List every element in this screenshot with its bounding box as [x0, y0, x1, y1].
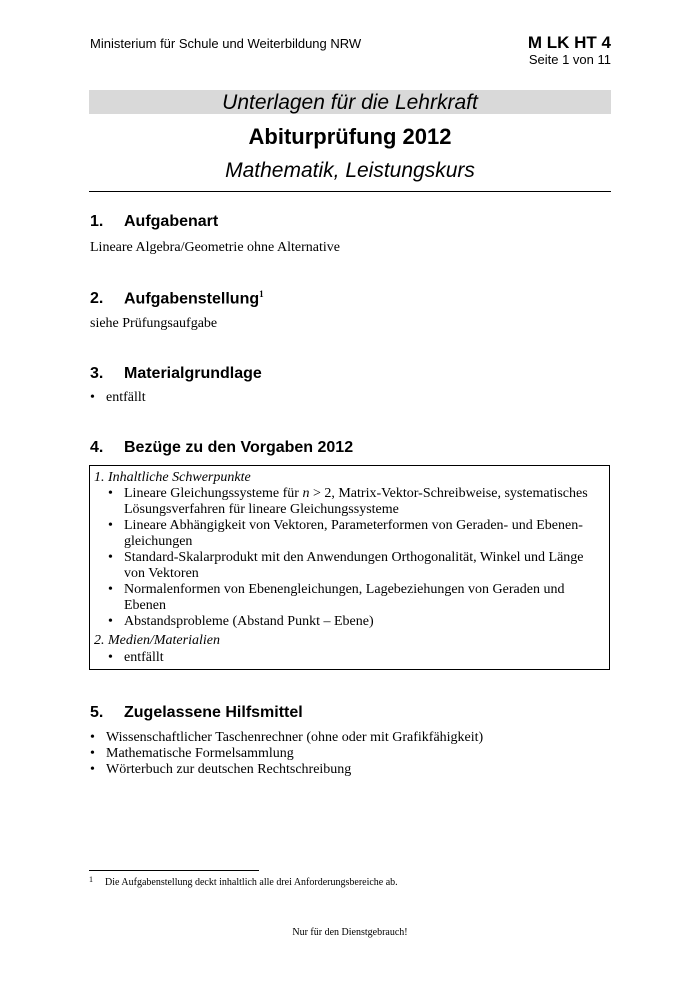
section-4-heading	[90, 439, 353, 457]
section-title: Aufgabenstellung	[124, 290, 260, 308]
section-title: Materialgrundlage	[124, 365, 262, 382]
section-number: 3.	[90, 365, 104, 382]
ministry-name: Ministerium für Schule und Weiterbildung NRW	[90, 36, 362, 51]
list-item: • Standard-Skalarprodukt mit den Anwendungen Orthogonalität, Winkel und Länge von Vektoren	[107, 550, 605, 582]
list-item: • entfällt	[89, 390, 609, 406]
item-text: > 2, Matrix-Vektor-Schreibweise, systematisches Lösungsverfahren für lineare Gleichungssysteme	[124, 486, 588, 517]
list-item: • Normalenformen von Ebenengleichungen, Lagebeziehungen von Geraden und Ebenen	[107, 582, 605, 614]
section-number: 2.	[90, 290, 104, 308]
section-2-text: siehe Prüfungsaufgabe	[90, 316, 218, 331]
section-title: Aufgabenart	[124, 213, 219, 230]
focus-list	[107, 486, 605, 630]
section-number: 5.	[90, 704, 104, 721]
document-title: Abiturprüfung 2012	[248, 124, 452, 149]
list-item: • Lineare Abhängigkeit von Vektoren, Parameterformen von Geraden- und Ebenen-gleichungen	[107, 518, 605, 550]
list-item: • entfällt	[107, 650, 605, 666]
requirements-box	[89, 465, 610, 670]
list-item: • Wissenschaftlicher Taschenrechner (ohne oder mit Grafikfähigkeit)	[89, 730, 609, 746]
exam-code: M LK HT 4	[527, 33, 611, 52]
footnote-text: Die Aufgabenstellung deckt inhaltlich alle drei Anforderungsbereiche ab.	[105, 877, 398, 888]
section-5-heading	[90, 704, 303, 722]
title-divider	[89, 191, 611, 192]
section-3-list	[89, 390, 609, 406]
list-item	[107, 486, 605, 518]
group-heading: 2. Medien/Materialien	[94, 633, 220, 648]
section-1-heading	[90, 213, 218, 231]
list-item: • Abstandsprobleme (Abstand Punkt – Ebene)	[107, 614, 605, 630]
section-number: 4.	[90, 439, 104, 456]
footnote	[89, 877, 398, 888]
section-number: 1.	[90, 213, 104, 230]
list-item: • Mathematische Formelsammlung	[89, 746, 609, 762]
footnote-number: 1	[89, 875, 93, 884]
variable-n: n	[302, 486, 310, 501]
footer-note: Nur für den Dienstgebrauch!	[292, 927, 408, 938]
section-1-text: Lineare Algebra/Geometrie ohne Alternative	[90, 240, 340, 255]
list-item: • Wörterbuch zur deutschen Rechtschreibung	[89, 762, 609, 778]
page-number: Seite 1 von 11	[528, 52, 611, 67]
teacher-banner: Unterlagen für die Lehrkraft	[89, 90, 611, 114]
media-list	[107, 650, 605, 666]
footnote-marker: 1	[259, 289, 264, 299]
item-text: Lineare Gleichungssysteme für	[124, 486, 303, 501]
footnote-divider	[89, 870, 259, 871]
section-5-list	[89, 730, 609, 778]
section-title: Bezüge zu den Vorgaben 2012	[124, 439, 354, 456]
section-3-heading	[90, 365, 262, 383]
section-title: Zugelassene Hilfsmittel	[124, 704, 303, 721]
group-heading: 1. Inhaltliche Schwerpunkte	[94, 470, 251, 485]
document-subtitle: Mathematik, Leistungskurs	[225, 159, 475, 182]
section-2-heading	[90, 289, 264, 308]
